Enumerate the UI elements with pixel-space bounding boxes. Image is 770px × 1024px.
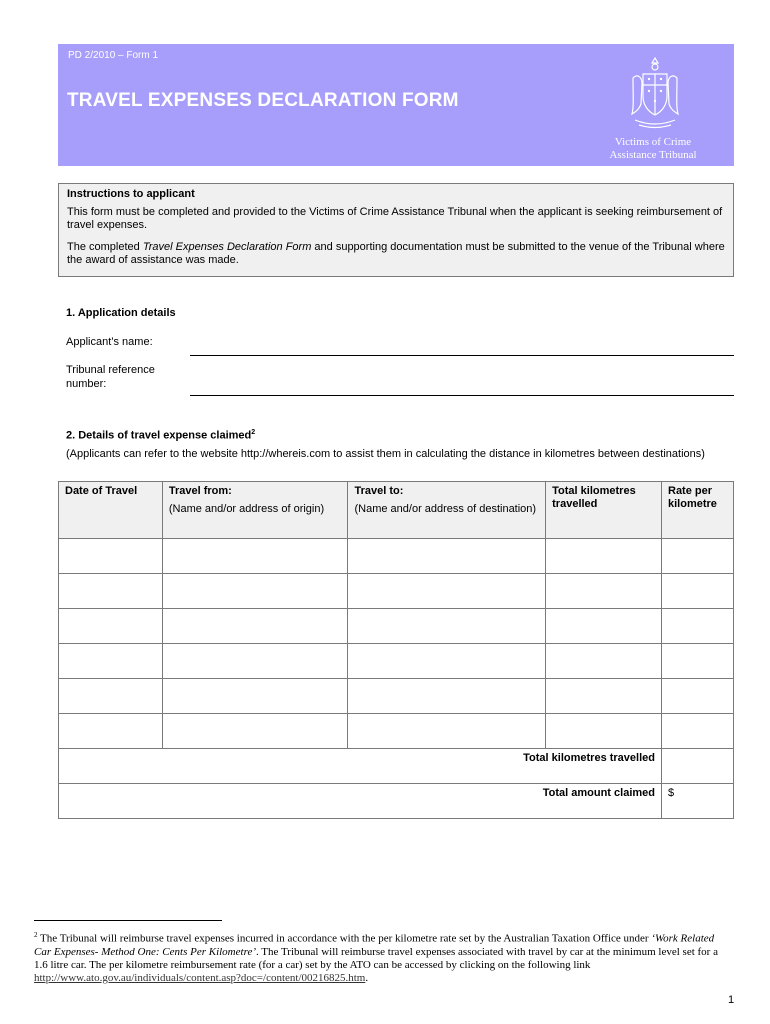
footnote: $^2$ The Tribunal will reimburse travel expenses incurred in accordance with the per kilometre rate set by the Australian Taxation Office under ‘Work Related Car Expenses- Method One: Cents Per Kilometre’. The Tribunal will reimburse travel expenses associated with travel by car at the minimum level set for a 1.6 litre car. The per kilometre reimbursement rate (for a car) set by the ATO can be accessed by clicking on the following link http://www.ato.gov.au/individuals/content.asp?doc=/content/00216825.htm.: [34, 931, 718, 984]
applicant-name-field[interactable]: [190, 355, 734, 356]
reference-number-label: Tribunal reference number:: [66, 364, 155, 390]
table-cell[interactable]: [546, 714, 662, 749]
table-row: [59, 539, 734, 574]
column-header-from: Travel from: (Name and/or address of origin): [162, 482, 348, 539]
table-row: [59, 609, 734, 644]
table-cell[interactable]: [162, 609, 348, 644]
column-header-date: Date of Travel: [59, 482, 163, 539]
table-cell[interactable]: [662, 574, 734, 609]
applicant-name-label: Applicant’s name:: [66, 336, 153, 348]
table-header-row: [59, 482, 734, 539]
form-title: TRAVEL EXPENSES DECLARATION FORM: [67, 90, 459, 111]
total-amount-value[interactable]: $: [662, 784, 734, 819]
ato-link[interactable]: http://www.ato.gov.au/individuals/content.asp?doc=/content/00216825.htm: [34, 971, 366, 984]
table-cell[interactable]: [348, 539, 546, 574]
total-km-value[interactable]: [662, 749, 734, 784]
table-cell[interactable]: [59, 644, 163, 679]
total-km-row: [59, 749, 734, 784]
table-cell[interactable]: [162, 574, 348, 609]
total-km-label: Total kilometres travelled: [59, 749, 662, 784]
table-cell[interactable]: [162, 679, 348, 714]
table-row: [59, 714, 734, 749]
section-2-heading: 2. Details of travel expense claimed$^2$: [66, 429, 256, 442]
table-row: [59, 644, 734, 679]
table-row: [59, 574, 734, 609]
column-header-km: Total kilometres travelled: [546, 482, 662, 539]
form-code: PD 2/2010 – Form 1: [68, 50, 159, 61]
table-cell[interactable]: [59, 679, 163, 714]
footnote-reference: 2: [251, 429, 256, 436]
column-header-rate: Rate per kilometre: [662, 482, 734, 539]
table-cell[interactable]: [546, 574, 662, 609]
table-cell[interactable]: [348, 574, 546, 609]
footnote-divider: [34, 920, 222, 921]
total-amount-row: [59, 784, 734, 819]
coat-of-arms-icon: [627, 54, 683, 132]
table-cell[interactable]: [348, 679, 546, 714]
table-cell[interactable]: [662, 539, 734, 574]
table-cell[interactable]: [546, 609, 662, 644]
table-cell[interactable]: [162, 644, 348, 679]
table-cell[interactable]: [348, 644, 546, 679]
table-cell[interactable]: [59, 609, 163, 644]
instructions-paragraph-2: The completed Travel Expenses Declaration Form and supporting documentation must be submitted to the venue of the Tribunal where the award of assistance was made.: [67, 241, 725, 266]
table-cell[interactable]: [662, 714, 734, 749]
table-cell[interactable]: [59, 539, 163, 574]
instructions-box: [58, 183, 734, 277]
page-number: 1: [728, 994, 735, 1006]
table-cell[interactable]: [59, 574, 163, 609]
table-cell[interactable]: [59, 714, 163, 749]
table-cell[interactable]: [662, 679, 734, 714]
column-header-to: Travel to: (Name and/or address of destination): [348, 482, 546, 539]
table-cell[interactable]: [546, 539, 662, 574]
table-cell[interactable]: [348, 714, 546, 749]
table-cell[interactable]: [662, 609, 734, 644]
table-cell[interactable]: [162, 539, 348, 574]
table-row: [59, 679, 734, 714]
table-cell[interactable]: [162, 714, 348, 749]
instructions-heading: Instructions to applicant: [67, 188, 195, 200]
table-cell[interactable]: [348, 609, 546, 644]
reference-number-field[interactable]: [190, 395, 734, 396]
table-cell[interactable]: [546, 644, 662, 679]
travel-expense-table: [58, 481, 734, 819]
section-1-heading: 1. Application details: [66, 307, 176, 319]
total-amount-label: Total amount claimed: [59, 784, 662, 819]
instructions-paragraph-1: This form must be completed and provided to the Victims of Crime Assistance Tribunal when the applicant is seeking reimbursement of travel expenses.: [67, 206, 723, 231]
section-2-note: (Applicants can refer to the website http://whereis.com to assist them in calculating the distance in kilometres between destinations): [66, 448, 705, 460]
table-cell[interactable]: [546, 679, 662, 714]
form-header-band: [58, 44, 734, 166]
organisation-name: Victims of Crime Assistance Tribunal: [609, 136, 697, 161]
table-cell[interactable]: [662, 644, 734, 679]
